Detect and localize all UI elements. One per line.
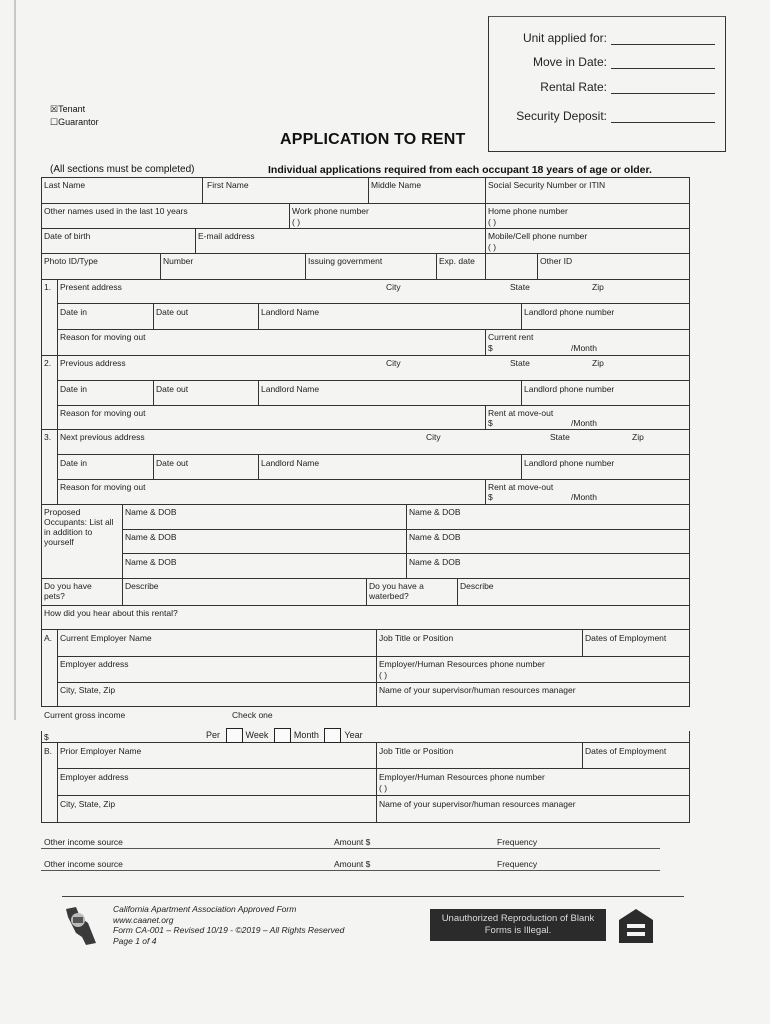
- hear-about-label: How did you hear about this rental?: [44, 608, 178, 618]
- id-number-label: Number: [163, 256, 194, 266]
- work-phone-paren: ( ): [292, 217, 301, 227]
- footer-approved: California Apartment Association Approved Form: [113, 904, 297, 914]
- footer-text: [113, 904, 344, 946]
- waterbed-label: Do you have a waterbed?: [369, 581, 424, 601]
- address-2-number: 2.: [44, 358, 52, 368]
- rental-rate-field[interactable]: Rental Rate:: [540, 80, 715, 94]
- tenant-checkbox[interactable]: ☒Tenant: [50, 104, 86, 114]
- zip-label: Zip: [592, 358, 604, 368]
- reason-label: Reason for moving out: [60, 482, 146, 492]
- other-income-source-label: Other income source: [44, 859, 123, 869]
- landlord-phone-label: Landlord phone number: [524, 384, 615, 394]
- date-in-label: Date in: [60, 307, 87, 317]
- employer-address-label: Employer address: [60, 659, 129, 669]
- state-label: State: [510, 358, 530, 368]
- employer-address-label: Employer address: [60, 772, 129, 782]
- address-3-number: 3.: [44, 432, 52, 442]
- rent-move-out-label: Rent at move-out: [488, 482, 554, 492]
- occupant-name-dob: Name & DOB: [125, 557, 177, 567]
- work-phone-label: Work phone number: [292, 206, 369, 216]
- page-title: APPLICATION TO RENT: [280, 131, 466, 148]
- binding-edge: [14, 0, 16, 720]
- proposed-occupants-label: Proposed Occupants: List all in addition to yourself: [44, 507, 114, 547]
- state-label: State: [550, 432, 570, 442]
- exp-date-label: Exp. date: [439, 256, 475, 266]
- other-id-label: Other ID: [540, 256, 573, 266]
- photo-id-label: Photo ID/Type: [44, 256, 98, 266]
- other-income-amount-label: Amount $: [334, 837, 371, 847]
- hr-phone-paren: ( ): [379, 670, 388, 680]
- cell-phone-label: Mobile/Cell phone number: [488, 231, 588, 241]
- employer-b-letter: B.: [44, 746, 53, 756]
- ssn-label: Social Security Number or ITIN: [488, 180, 606, 190]
- supervisor-label: Name of your supervisor/human resources manager: [379, 799, 576, 809]
- rent-dollar: $: [488, 418, 493, 428]
- first-name-label: First Name: [207, 180, 249, 190]
- present-address-label: Present address: [60, 282, 122, 292]
- footer-website: www.caanet.org: [113, 914, 174, 925]
- state-label: State: [510, 282, 530, 292]
- waterbed-describe-label: Describe: [460, 581, 494, 591]
- other-income-frequency-label: Frequency: [497, 859, 538, 869]
- landlord-phone-label: Landlord phone number: [524, 307, 615, 317]
- date-in-label: Date in: [60, 384, 87, 394]
- equal-housing-icon: [616, 906, 656, 946]
- gross-income-label: Current gross income: [44, 710, 126, 720]
- email-label: E-mail address: [198, 231, 255, 241]
- current-rent-dollar: $: [488, 343, 493, 353]
- date-out-label: Date out: [156, 458, 189, 468]
- sections-note: (All sections must be completed): [50, 164, 195, 175]
- middle-name-label: Middle Name: [371, 180, 422, 190]
- next-previous-address-label: Next previous address: [60, 432, 145, 442]
- address-1-number: 1.: [44, 282, 52, 292]
- hr-phone-label: Employer/Human Resources phone number: [379, 772, 545, 782]
- occupant-name-dob: Name & DOB: [409, 507, 461, 517]
- employer-a-letter: A.: [44, 633, 53, 643]
- prior-employer-label: Prior Employer Name: [60, 746, 142, 756]
- current-rent-month: /Month: [571, 343, 597, 353]
- dates-employment-label: Dates of Employment: [585, 746, 667, 756]
- security-deposit-field[interactable]: Security Deposit:: [516, 109, 715, 123]
- city-state-zip-label: City, State, Zip: [60, 799, 116, 809]
- job-title-label: Job Title or Position: [379, 746, 454, 756]
- caa-logo-icon: [58, 903, 104, 949]
- home-phone-paren: ( ): [488, 217, 497, 227]
- current-rent-label: Current rent: [488, 332, 534, 342]
- other-income-amount-label: Amount $: [334, 859, 371, 869]
- occupant-name-dob: Name & DOB: [409, 557, 461, 567]
- city-label: City: [426, 432, 441, 442]
- reason-label: Reason for moving out: [60, 408, 146, 418]
- footer-page-number: Page 1 of 4: [113, 935, 157, 946]
- reason-label: Reason for moving out: [60, 332, 146, 342]
- other-names-label: Other names used in the last 10 years: [44, 206, 188, 216]
- week-checkbox[interactable]: [226, 728, 243, 743]
- footer-divider: [62, 896, 684, 897]
- unit-applied-field[interactable]: Unit applied for:: [523, 31, 715, 45]
- occupant-name-dob: Name & DOB: [125, 507, 177, 517]
- rent-month: /Month: [571, 418, 597, 428]
- zip-label: Zip: [592, 282, 604, 292]
- footer-form-number: Form CA-001 – Revised 10/19 - ©2019 – All Rights Reserved: [113, 925, 345, 935]
- other-income-frequency-label: Frequency: [497, 837, 538, 847]
- date-in-label: Date in: [60, 458, 87, 468]
- landlord-name-label: Landlord Name: [261, 307, 320, 317]
- landlord-phone-label: Landlord phone number: [524, 458, 615, 468]
- pets-label: Do you have pets?: [44, 581, 92, 601]
- zip-label: Zip: [632, 432, 644, 442]
- income-period-row: Per Week Month Year: [206, 728, 363, 743]
- issuing-government-label: Issuing government: [308, 256, 383, 266]
- dob-label: Date of birth: [44, 231, 91, 241]
- gross-income-dollar: $: [44, 732, 49, 742]
- hr-phone-label: Employer/Human Resources phone number: [379, 659, 545, 669]
- city-state-zip-label: City, State, Zip: [60, 685, 116, 695]
- rent-move-out-label: Rent at move-out: [488, 408, 554, 418]
- unauthorized-reproduction-warning: Unauthorized Reproduction of Blank Forms is Illegal.: [430, 909, 606, 941]
- landlord-name-label: Landlord Name: [261, 384, 320, 394]
- rent-month: /Month: [571, 492, 597, 502]
- month-checkbox[interactable]: [274, 728, 291, 743]
- guarantor-checkbox[interactable]: ☐Guarantor: [50, 117, 99, 127]
- job-title-label: Job Title or Position: [379, 633, 454, 643]
- cell-phone-paren: ( ): [488, 242, 497, 252]
- current-employer-label: Current Employer Name: [60, 633, 152, 643]
- previous-address-label: Previous address: [60, 358, 126, 368]
- date-out-label: Date out: [156, 384, 189, 394]
- supervisor-label: Name of your supervisor/human resources manager: [379, 685, 576, 695]
- rent-dollar: $: [488, 492, 493, 502]
- occupant-name-dob: Name & DOB: [125, 532, 177, 542]
- city-label: City: [386, 358, 401, 368]
- dates-employment-label: Dates of Employment: [585, 633, 667, 643]
- last-name-label: Last Name: [44, 180, 86, 190]
- pets-describe-label: Describe: [125, 581, 159, 591]
- other-income-source-label: Other income source: [44, 837, 123, 847]
- unit-info-box: [488, 16, 726, 152]
- move-in-date-field[interactable]: Move in Date:: [533, 55, 715, 69]
- city-label: City: [386, 282, 401, 292]
- landlord-name-label: Landlord Name: [261, 458, 320, 468]
- year-checkbox[interactable]: [324, 728, 341, 743]
- hr-phone-paren: ( ): [379, 783, 388, 793]
- individual-applications-note: Individual applications required from each occupant 18 years of age or older.: [268, 164, 652, 176]
- date-out-label: Date out: [156, 307, 189, 317]
- occupant-name-dob: Name & DOB: [409, 532, 461, 542]
- home-phone-label: Home phone number: [488, 206, 568, 216]
- check-one-label: Check one: [232, 710, 273, 720]
